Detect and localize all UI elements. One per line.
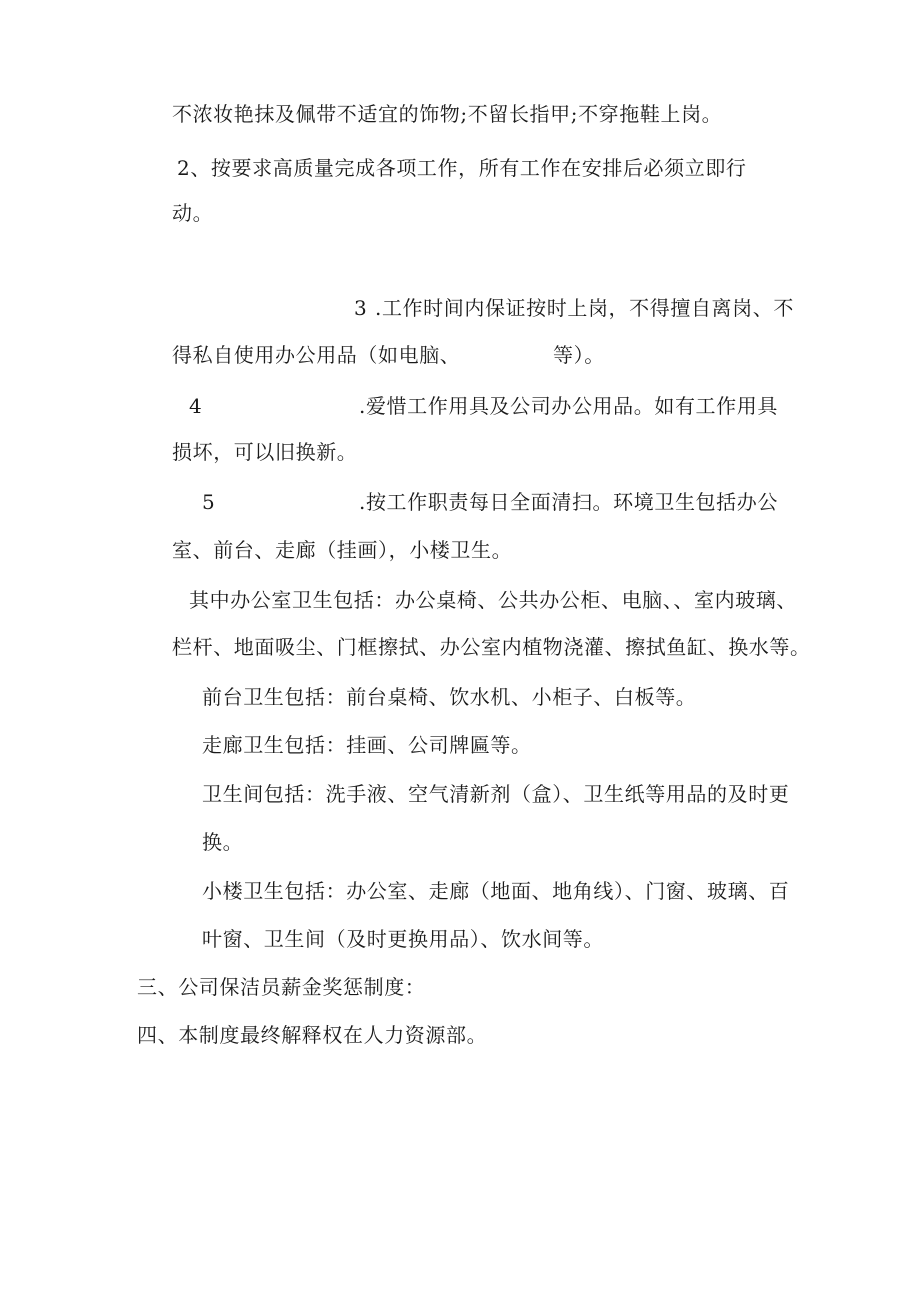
text-line: 卫生间包括：洗手液、空气清新剂（盒）、卫生纸等用品的及时更	[202, 782, 790, 806]
text-line: 其中办公室卫生包括：办公桌椅、公共办公柜、电脑、、室内玻璃、	[189, 588, 797, 612]
text-line: 走廊卫生包括：挂画、公司牌匾等。	[202, 733, 532, 757]
text-line: 等）。	[553, 343, 605, 367]
text-line: 得私自使用办公用品（如电脑、	[172, 343, 461, 367]
text-line: .按工作职责每日全面清扫。环境卫生包括办公	[359, 490, 778, 514]
item-number: 4	[189, 394, 202, 418]
text-line: 动。	[172, 201, 214, 225]
text-line: 栏杆、地面吸尘、门框擦拭、办公室内植物浇灌、擦拭鱼缸、换水等。	[172, 635, 811, 659]
text-line: 前台卫生包括：前台桌椅、饮水机、小柜子、白板等。	[202, 685, 697, 709]
text-line: 室、前台、走廊（挂画），小楼卫生。	[172, 538, 513, 562]
text-line: .爱惜工作用具及公司办公用品。如有工作用具	[359, 394, 778, 418]
text-line: 换。	[202, 830, 244, 854]
text-line: .工作时间内保证按时上岗，不得擅自离岗、不	[375, 296, 794, 320]
text-line: 损坏，可以旧换新。	[172, 440, 358, 464]
text-line: 小楼卫生包括：办公室、走廊（地面、地角线）、门窗、玻璃、百	[202, 879, 790, 903]
text-line: 不浓妆艳抹及佩带不适宜的饰物;不留长指甲;不穿拖鞋上岗。	[172, 102, 723, 126]
section-heading: 四、本制度最终解释权在人力资源部。	[137, 1023, 488, 1047]
item-number: 5	[202, 490, 215, 514]
section-heading: 三、公司保洁员薪金奖惩制度：	[137, 975, 426, 999]
text-line: 叶窗、卫生间（及时更换用品）、饮水间等。	[202, 927, 604, 951]
item-number: 3	[354, 296, 367, 320]
text-line: 2、按要求高质量完成各项工作，所有工作在安排后必须立即行	[177, 156, 747, 180]
